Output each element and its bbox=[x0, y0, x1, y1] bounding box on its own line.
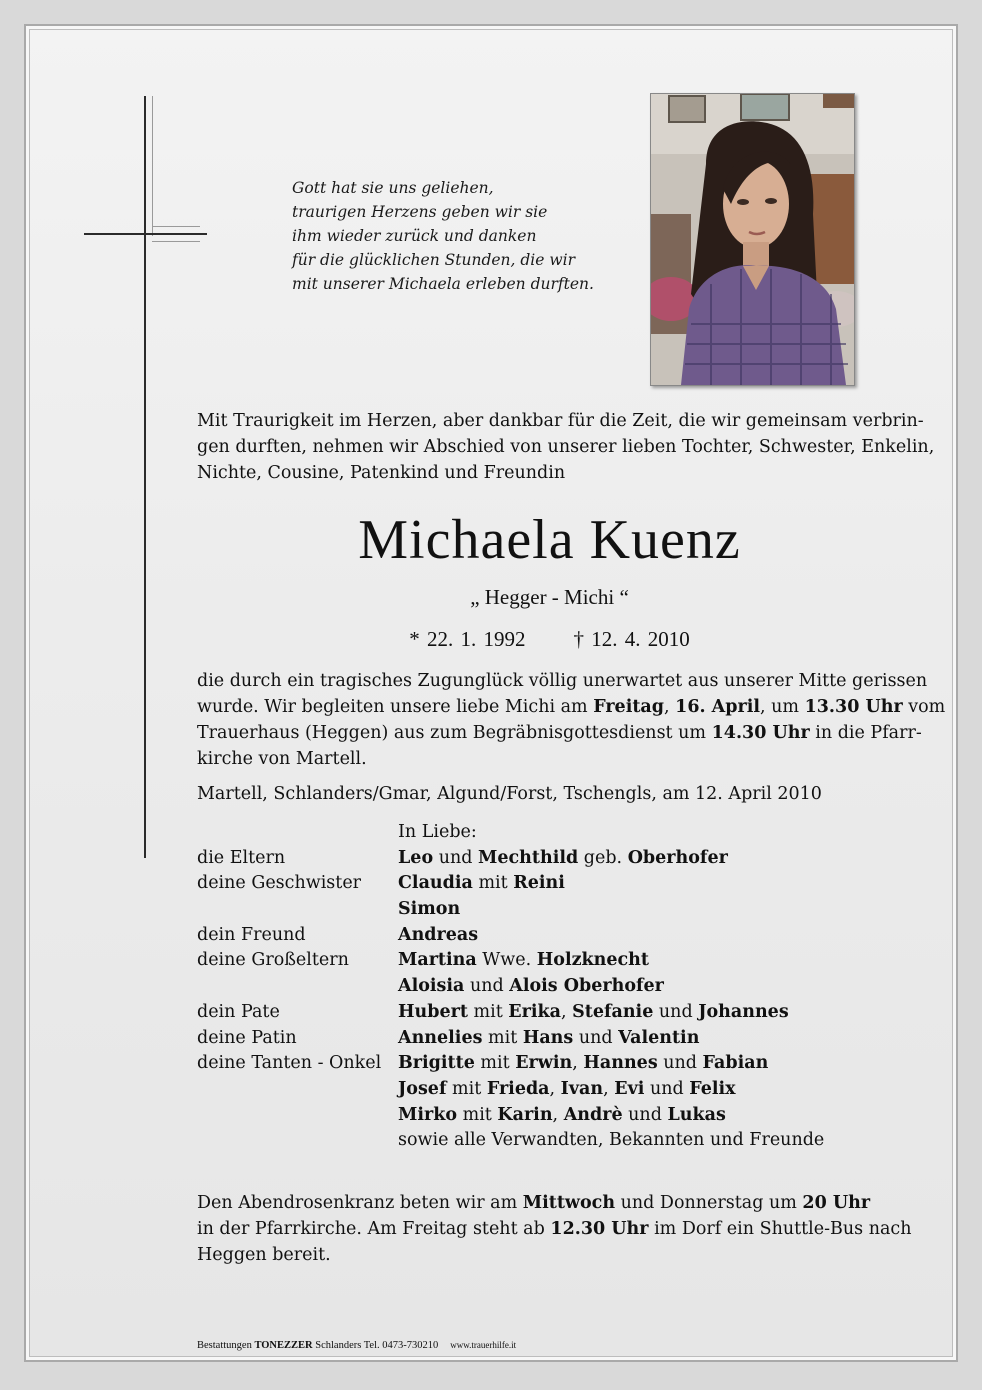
mourner-names bbox=[398, 1103, 902, 1129]
body-line: wurde. Wir begleiten unsere liebe Michi am Freitag, 16. April, um 13.30 Uhr vom bbox=[197, 697, 946, 717]
mourner-connector: und bbox=[622, 1104, 668, 1125]
mourner-connector: und bbox=[657, 1053, 703, 1074]
closing-line: Den Abendrosenkranz beten wir am Mittwoch und Donnerstag um 20 Uhr bbox=[197, 1193, 871, 1213]
deceased-name: Michaela Kuenz bbox=[358, 509, 741, 571]
portrait-photo bbox=[650, 93, 855, 386]
mourner-connector: und bbox=[573, 1027, 619, 1048]
mourner-connector: und bbox=[653, 1001, 699, 1022]
mourner-relation: deine Großeltern bbox=[197, 950, 349, 971]
mourner-name: Stefanie bbox=[572, 1001, 654, 1022]
intro-paragraph bbox=[197, 408, 935, 486]
mourner-name: Lukas bbox=[667, 1104, 726, 1125]
mourner-relation: die Eltern bbox=[197, 847, 286, 868]
cross-vertical-line bbox=[144, 96, 146, 858]
mourner-names bbox=[398, 1077, 902, 1103]
mourner-names bbox=[398, 1128, 902, 1154]
mourner-relation bbox=[197, 897, 398, 923]
mourner-row bbox=[197, 923, 902, 949]
mourner-relation: dein Freund bbox=[197, 924, 306, 945]
funeral-home-footer: Bestattungen TONEZZER Schlanders Tel. 0473-730210 www.trauerhilfe.it bbox=[197, 1340, 517, 1351]
mourner-connector: geb. bbox=[578, 847, 628, 868]
body-line: kirche von Martell. bbox=[197, 749, 367, 769]
mourner-row bbox=[197, 846, 902, 872]
mourner-connector: sowie alle Verwandten, Bekannten und Freunde bbox=[398, 1130, 825, 1151]
mourner-names bbox=[398, 871, 902, 897]
mourner-name: Martina bbox=[398, 950, 477, 971]
mourner-connector: , bbox=[572, 1053, 584, 1074]
mourner-name: Alois Oberhofer bbox=[509, 976, 664, 997]
funeral-date: 16. April bbox=[675, 697, 761, 717]
mourner-names bbox=[398, 948, 902, 974]
mourner-connector: , bbox=[603, 1078, 615, 1099]
mourner-connector: mit bbox=[457, 1104, 498, 1125]
intro-line: Mit Traurigkeit im Herzen, aber dankbar für die Zeit, die wir gemeinsam verbrin- bbox=[197, 411, 924, 431]
mourner-names bbox=[398, 1000, 902, 1026]
mourner-names bbox=[398, 974, 902, 1000]
body-line: Trauerhaus (Heggen) aus zum Begräbnisgottesdienst um 14.30 Uhr in die Pfarr- bbox=[197, 723, 922, 743]
mourner-name: Johannes bbox=[698, 1001, 789, 1022]
mourner-relation: dein Pate bbox=[197, 1001, 280, 1022]
poem-line: mit unserer Michaela erleben durften. bbox=[292, 275, 594, 293]
death-date: † 12. 4. 2010 bbox=[573, 627, 690, 651]
mourner-name: Evi bbox=[614, 1078, 645, 1099]
mourner-name: Erika bbox=[508, 1001, 561, 1022]
mourner-connector: und bbox=[433, 847, 478, 868]
mourner-names bbox=[398, 1051, 902, 1077]
mourner-names bbox=[398, 1026, 902, 1052]
procession-time: 13.30 Uhr bbox=[804, 697, 903, 717]
mourner-row bbox=[197, 1000, 902, 1026]
portrait-illustration bbox=[651, 94, 854, 385]
mourner-name: Andrè bbox=[563, 1104, 623, 1125]
mourner-connector: mit bbox=[472, 873, 514, 894]
mourner-relation: deine Patin bbox=[197, 1027, 297, 1048]
birth-date: * 22. 1. 1992 bbox=[409, 627, 526, 651]
mourner-name: Fabian bbox=[702, 1053, 769, 1074]
mourner-row bbox=[197, 974, 902, 1000]
mourner-name: Mechthild bbox=[478, 847, 579, 868]
rosary-notice bbox=[197, 1190, 912, 1268]
poem-line: traurigen Herzens geben wir sie bbox=[292, 203, 548, 221]
mourner-name: Andreas bbox=[398, 924, 479, 945]
mourner-name: Brigitte bbox=[398, 1053, 475, 1074]
mourner-names bbox=[398, 897, 902, 923]
mourner-relation bbox=[197, 1077, 398, 1103]
mourner-connector: mit bbox=[446, 1078, 487, 1099]
mourner-name: Ivan bbox=[560, 1078, 604, 1099]
mourner-row bbox=[197, 1077, 902, 1103]
mourner-name: Oberhofer bbox=[627, 847, 728, 868]
poem-line: Gott hat sie uns geliehen, bbox=[292, 179, 494, 197]
mourner-name: Hannes bbox=[583, 1053, 658, 1074]
mourner-row bbox=[197, 948, 902, 974]
mourner-name: Hubert bbox=[398, 1001, 468, 1022]
in-liebe-row bbox=[197, 820, 902, 846]
mourner-name: Holzknecht bbox=[536, 950, 649, 971]
mourner-relation bbox=[197, 974, 398, 1000]
cross-horizontal-accent-bottom bbox=[152, 241, 200, 242]
mourner-name: Erwin bbox=[515, 1053, 573, 1074]
closing-line: Heggen bereit. bbox=[197, 1245, 331, 1265]
body-line: die durch ein tragisches Zugunglück völlig unerwartet aus unserer Mitte gerissen bbox=[197, 671, 928, 691]
memorial-poem bbox=[292, 176, 622, 296]
mourner-name: Mirko bbox=[398, 1104, 458, 1125]
mourner-row bbox=[197, 1026, 902, 1052]
mourner-name: Felix bbox=[689, 1078, 736, 1099]
cross-vertical-accent bbox=[152, 96, 153, 236]
poem-line: ihm wieder zurück und danken bbox=[292, 227, 537, 245]
mourner-name: Hans bbox=[522, 1027, 574, 1048]
closing-line: in der Pfarrkirche. Am Freitag steht ab 12.30 Uhr im Dorf ein Shuttle-Bus nach bbox=[197, 1219, 912, 1239]
deceased-nickname: „ Hegger - Michi “ bbox=[470, 585, 629, 609]
mourner-name: Frieda bbox=[486, 1078, 550, 1099]
mourner-name: Simon bbox=[398, 899, 461, 920]
mourner-name: Josef bbox=[398, 1078, 447, 1099]
mourner-name: Claudia bbox=[398, 873, 473, 894]
mourner-relation bbox=[197, 1128, 398, 1154]
mourner-row bbox=[197, 1051, 902, 1077]
place-and-date: Martell, Schlanders/Gmar, Algund/Forst, Tschengls, am 12. April 2010 bbox=[197, 784, 822, 804]
mourner-connector: Wwe. bbox=[476, 950, 537, 971]
intro-line: Nichte, Cousine, Patenkind und Freundin bbox=[197, 463, 566, 483]
mourner-connector: , bbox=[552, 1104, 564, 1125]
mourner-relation: deine Tanten - Onkel bbox=[197, 1053, 382, 1074]
mourner-relation bbox=[197, 1103, 398, 1129]
mourner-connector: , bbox=[549, 1078, 561, 1099]
mourner-name: Valentin bbox=[618, 1027, 700, 1048]
intro-line: gen durften, nehmen wir Abschied von unserer lieben Tochter, Schwester, Enkelin, bbox=[197, 437, 935, 457]
mourner-relation: deine Geschwister bbox=[197, 873, 362, 894]
mourner-connector: mit bbox=[482, 1027, 523, 1048]
website-link[interactable]: www.trauerhilfe.it bbox=[450, 1340, 517, 1350]
mourner-name: Reini bbox=[513, 873, 565, 894]
mourner-names bbox=[398, 923, 902, 949]
mourner-name: Leo bbox=[398, 847, 434, 868]
mourner-connector: und bbox=[464, 976, 510, 997]
mourner-row bbox=[197, 897, 902, 923]
life-dates bbox=[197, 624, 902, 654]
mourner-connector: und bbox=[644, 1078, 690, 1099]
funeral-day: Freitag bbox=[593, 697, 664, 717]
in-liebe-label: In Liebe: bbox=[398, 822, 477, 842]
poem-line: für die glücklichen Stunden, die wir bbox=[292, 251, 575, 269]
mourners-list bbox=[197, 820, 902, 1154]
mourner-row bbox=[197, 871, 902, 897]
mourner-name: Aloisia bbox=[398, 976, 465, 997]
cross-horizontal-accent-top bbox=[152, 226, 200, 227]
funeral-details-paragraph bbox=[197, 668, 946, 772]
mourner-connector: mit bbox=[467, 1001, 509, 1022]
funeral-home-name: TONEZZER bbox=[254, 1340, 313, 1351]
mourner-connector: mit bbox=[474, 1053, 516, 1074]
mourner-row bbox=[197, 1128, 902, 1154]
mourner-name: Annelies bbox=[398, 1027, 483, 1048]
mourner-name: Karin bbox=[497, 1104, 553, 1125]
cross-horizontal-line bbox=[84, 233, 207, 235]
mourner-row bbox=[197, 1103, 902, 1129]
service-time: 14.30 Uhr bbox=[711, 723, 810, 743]
mourner-connector: , bbox=[560, 1001, 573, 1022]
mourner-names bbox=[398, 846, 902, 872]
